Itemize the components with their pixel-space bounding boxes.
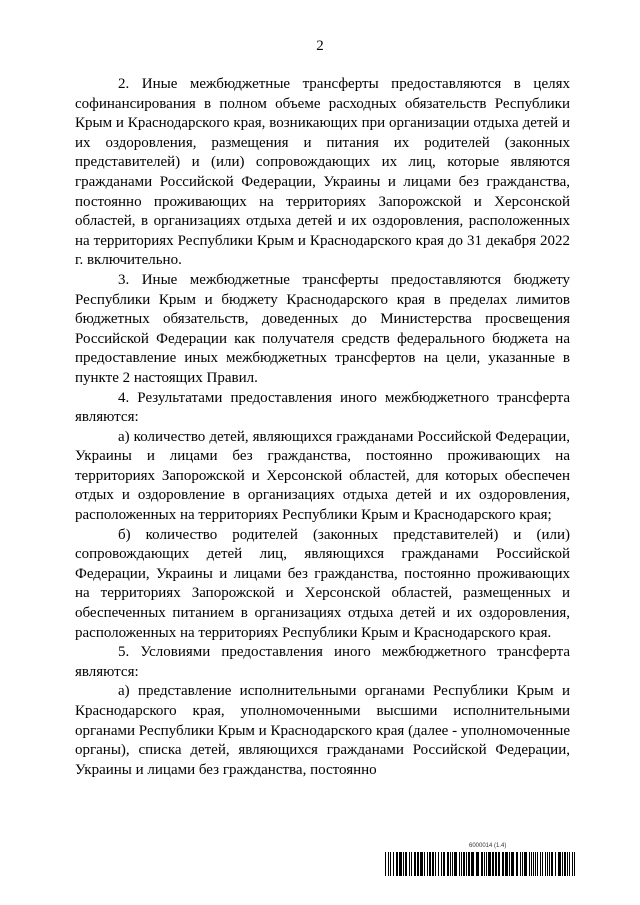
paragraph-5a: а) представление исполнительными органами Республики Крым и Краснодарского края, уполномоченными высшими исполнительными органами Республики Крым и Краснодарского края (далее - уполномоченные органы), списка детей, являющихся гражданами Российской Федерации, Украины и лицами без гражданства, постоянно bbox=[75, 683, 570, 778]
paragraph-4: 4. Результатами предоставления иного межбюджетного трансферта являются: bbox=[75, 389, 570, 426]
document-barcode bbox=[385, 843, 575, 877]
page-number: 2 bbox=[316, 38, 324, 54]
paragraph-2: 2. Иные межбюджетные трансферты предоставляются в целях софинансирования в полном объеме расходных обязательств Республики Крым и Краснодарского края, возникающих при организации отдыха детей и их оздоровления, размещения и питания их родителей (законных представителей) и (или) сопровождающих их лиц, которые являются гражданами Российской Федерации, Украины и лицами без гражданства, постоянно проживающих на территориях Запорожской и Херсонской областей, в организациях отдыха детей и их оздоровления, расположенных на территориях Республики Крым и Краснодарского края до 31 декабря 2022 г. включительно. bbox=[75, 76, 570, 269]
barcode-icon bbox=[385, 852, 575, 876]
paragraph-4b: б) количество родителей (законных представителей) и (или) сопровождающих детей лиц, являющихся гражданами Российской Федерации, Украины и лицами без гражданства, постоянно проживающих на территориях Запорожской и Херсонской областей, размещенных и обеспеченных питанием в организациях отдыха детей и их оздоровления, расположенных на территориях Республики Крым и Краснодарского края. bbox=[75, 526, 570, 641]
barcode-label: 6000014 (1.4) bbox=[469, 843, 507, 849]
paragraph-3: 3. Иные межбюджетные трансферты предоставляются бюджету Республики Крым и бюджету Краснодарского края в пределах лимитов бюджетных обязательств, доведенных до Министерства просвещения Российской Федерации как получателя средств федерального бюджета на предоставление иных межбюджетных трансфертов на цели, указанные в пункте 2 настоящих Правил. bbox=[75, 271, 570, 386]
paragraph-4a: а) количество детей, являющихся гражданами Российской Федерации, Украины и лицами без гражданства, постоянно проживающих на территориях Запорожской и Херсонской областей, для которых обеспечен отдых и оздоровление в организациях отдыха детей и их оздоровления, расположенных на территориях Республики Крым и Краснодарского края; bbox=[75, 428, 570, 524]
body-text bbox=[75, 75, 570, 780]
paragraph-5: 5. Условиями предоставления иного межбюджетного трансферта являются: bbox=[75, 644, 570, 680]
